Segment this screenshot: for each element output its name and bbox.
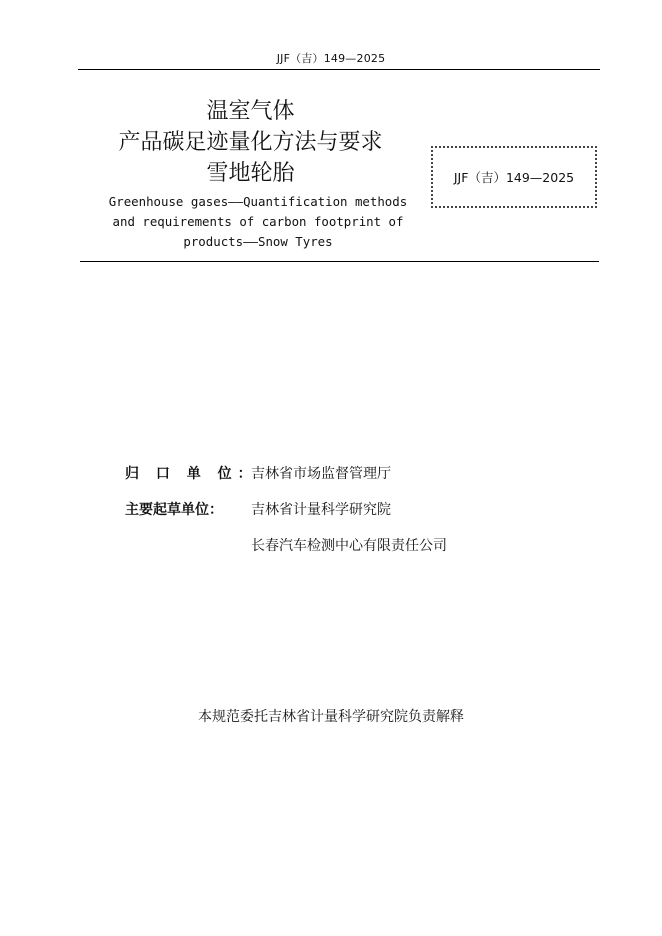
title-cn-line-2: 产品碳足迹量化方法与要求 [118, 130, 383, 155]
title-cn-line-3: 雪地轮胎 [206, 161, 295, 186]
drafting-unit-label: 主要起草单位： [125, 502, 223, 518]
header-divider [78, 69, 600, 70]
title-en-line-1: Greenhouse gases——Quantification methods [108, 194, 408, 209]
title-divider [80, 261, 599, 262]
drafting-unit-value-1: 吉林省计量科学研究院 [251, 502, 391, 518]
standard-number-box [431, 146, 597, 208]
title-cn-line-1: 温室气体 [206, 99, 295, 124]
interpretation-note: 本规范委托吉林省计量科学研究院负责解释 [198, 709, 464, 725]
title-en-line-2: and requirements of carbon footprint of [112, 214, 404, 229]
page-header-code: JJF（吉）149—2025 [276, 52, 386, 65]
drafting-unit-value-2: 长春汽车检测中心有限责任公司 [251, 538, 447, 554]
title-block-cn [88, 96, 413, 189]
standard-number: JJF（吉）149—2025 [453, 170, 575, 185]
responsible-unit-value: 吉林省市场监督管理厅 [251, 466, 391, 482]
responsible-unit-label: 归 口 单 位： [125, 466, 258, 482]
title-block-en [88, 192, 428, 252]
title-en-line-3: products——Snow Tyres [183, 234, 333, 249]
